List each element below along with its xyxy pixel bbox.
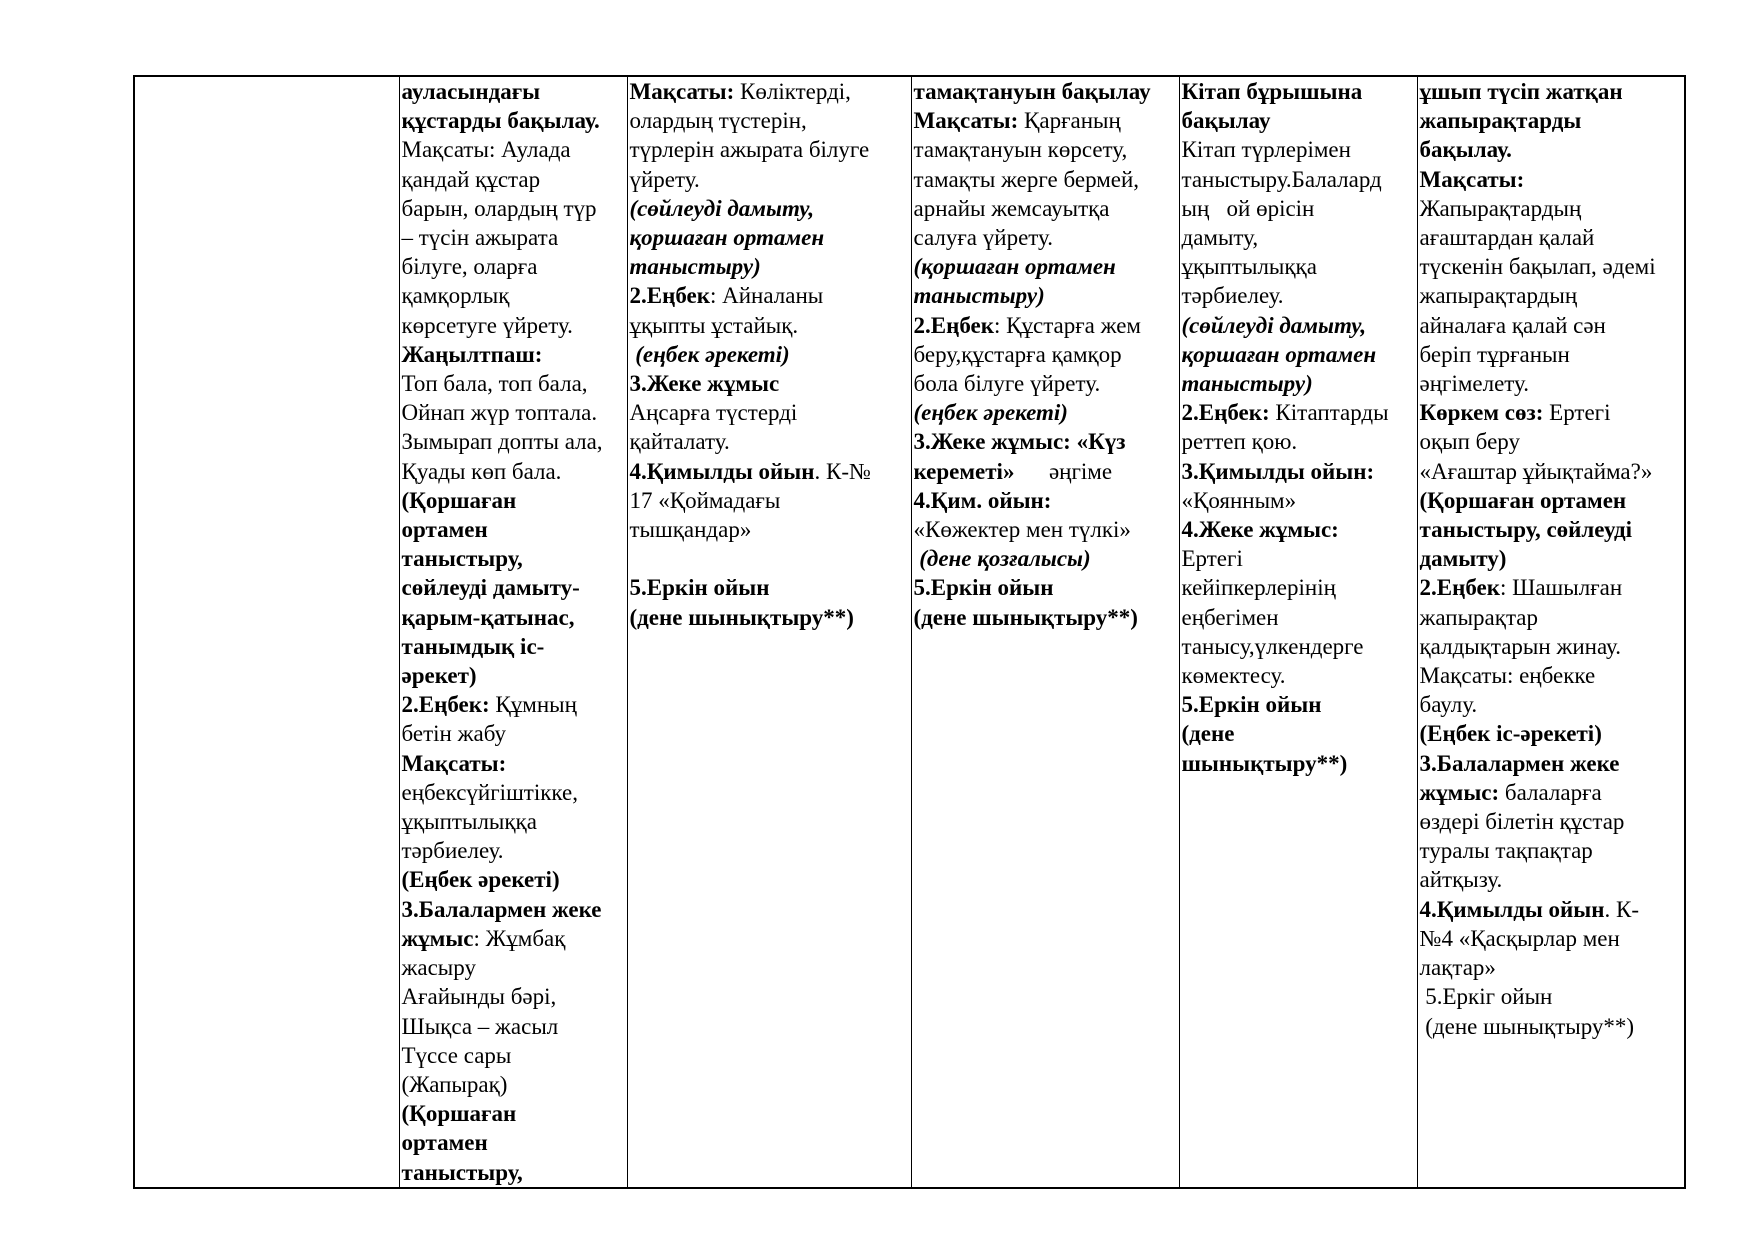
- cell-text-line: [1420, 77, 1685, 106]
- text-run: (еңбек әрекеті): [629, 341, 790, 367]
- text-run: – түсін ажырата: [401, 225, 559, 251]
- table-cell-courtyard-birds: [399, 76, 627, 1188]
- cell-text-line: [630, 340, 911, 369]
- text-run: Қуады көп бала.: [401, 458, 562, 484]
- text-run: 3.Балалармен жеке: [401, 896, 602, 922]
- cell-text-line: [1182, 281, 1417, 310]
- text-run: үйрету.: [629, 166, 700, 192]
- cell-text-line: [914, 77, 1179, 106]
- text-run: жапырақтарды: [1419, 108, 1582, 134]
- cell-text-line: [630, 223, 911, 252]
- cell-text-line: [630, 486, 911, 515]
- text-run: Мақсаты:: [1419, 166, 1525, 192]
- text-run: жасыру: [401, 955, 476, 981]
- text-run: салуға үйрету.: [913, 225, 1053, 251]
- cell-text-line: [1420, 369, 1685, 398]
- text-run: бақылау.: [1419, 137, 1512, 163]
- cell-text-line: [914, 369, 1179, 398]
- plan-table: [133, 75, 1686, 1189]
- text-run: Аңсарға түстерді: [629, 400, 798, 426]
- cell-text-line: [630, 311, 911, 340]
- cell-text-line: [630, 427, 911, 456]
- text-run: : Құстарға жем: [994, 312, 1141, 338]
- text-run: бола білуге үйрету.: [913, 371, 1101, 397]
- cell-text-line: [1420, 457, 1685, 486]
- cell-text-line: [402, 194, 627, 223]
- cell-text-line: [402, 924, 627, 953]
- cell-text-line: [402, 1041, 627, 1070]
- cell-text-line: [1182, 135, 1417, 164]
- text-run: 4.Қимылды ойын: [629, 458, 815, 484]
- text-run: еңбексүйгіштікке,: [401, 779, 578, 805]
- text-run: балаларға: [1499, 779, 1602, 805]
- cell-text-line: [630, 603, 911, 632]
- text-run: : Жұмбақ: [473, 925, 566, 951]
- cell-text-line: [1420, 515, 1685, 544]
- text-run: тәрбиелеу.: [401, 838, 504, 864]
- cell-text-line: [1420, 106, 1685, 135]
- cell-text-line: [402, 1158, 627, 1187]
- cell-text-line: [630, 165, 911, 194]
- text-run: (Еңбек іс-әрекеті): [1419, 721, 1602, 747]
- cell-text-line: [402, 895, 627, 924]
- cell-text-line: [630, 544, 911, 573]
- text-run: тамақты жерге бермей,: [913, 166, 1140, 192]
- text-run: лақтар»: [1419, 955, 1496, 981]
- text-run: кейіпкерлерінің: [1181, 575, 1336, 601]
- cell-text-line: [630, 135, 911, 164]
- cell-text-line: [1420, 573, 1685, 602]
- cell-text-line: [1182, 515, 1417, 544]
- cell-text-line: [914, 194, 1179, 223]
- cell-text-line: [402, 603, 627, 632]
- text-run: сөйлеуді дамыту-: [401, 575, 580, 601]
- text-run: әңгіме: [1014, 458, 1113, 484]
- cell-text-line: [402, 778, 627, 807]
- text-run: тышқандар»: [629, 517, 752, 543]
- cell-text-line: [1182, 661, 1417, 690]
- cell-text-line: [402, 486, 627, 515]
- text-run: Мақсаты: Аулада: [401, 137, 571, 163]
- cell-text-line: [1420, 632, 1685, 661]
- text-run: айтқызу.: [1419, 867, 1503, 893]
- cell-text-line: [1420, 1012, 1685, 1041]
- text-run: (дене шынықтыру**): [1419, 1013, 1635, 1039]
- cell-text-line: [914, 603, 1179, 632]
- text-run: Шықса – жасыл: [401, 1013, 559, 1039]
- text-run: . К-: [1604, 896, 1640, 922]
- text-run: таныстыру): [629, 254, 761, 280]
- cell-text-line: [1420, 807, 1685, 836]
- cell-text-line: [914, 544, 1179, 573]
- text-run: таныстыру): [1181, 371, 1313, 397]
- text-run: реттеп қою.: [1181, 429, 1298, 455]
- text-run: қарым-қатынас,: [401, 604, 575, 630]
- text-run: «Көжектер мен түлкі»: [913, 517, 1131, 543]
- cell-text-line: [402, 690, 627, 719]
- cell-text-line: [914, 427, 1179, 456]
- cell-text-line: [1420, 311, 1685, 340]
- text-run: (Еңбек әрекеті): [401, 867, 560, 893]
- text-run: қоршаған ортамен: [1181, 341, 1377, 367]
- cell-text-line: [402, 836, 627, 865]
- cell-text-line: [1420, 398, 1685, 427]
- table-cell-vehicles: [627, 76, 911, 1188]
- cell-text-line: [402, 1128, 627, 1157]
- text-run: айналаға қалай сән: [1419, 312, 1606, 338]
- text-run: баулу.: [1419, 692, 1478, 718]
- text-run: таныстыру,: [401, 546, 523, 572]
- cell-text-line: [1420, 953, 1685, 982]
- text-run: 4.Қим. ойын:: [913, 487, 1052, 513]
- text-run: танысу,үлкендерге: [1181, 633, 1364, 659]
- text-run: (қоршаған ортамен: [913, 254, 1116, 280]
- text-run: қайталату.: [629, 429, 730, 455]
- cell-text-line: [402, 223, 627, 252]
- cell-text-line: [1182, 340, 1417, 369]
- table-cell-book-corner: [1179, 76, 1417, 1188]
- cell-text-line: [914, 340, 1179, 369]
- cell-text-line: [402, 865, 627, 894]
- cell-text-line: [402, 311, 627, 340]
- text-run: «Қоянным»: [1181, 487, 1297, 513]
- text-run: 3.Жеке жұмыс: «Күз: [913, 429, 1126, 455]
- text-run: : Айналаны: [710, 283, 824, 309]
- text-run: Зымырап допты ала,: [401, 429, 603, 455]
- cell-text-line: [1420, 982, 1685, 1011]
- text-run: [630, 546, 636, 571]
- cell-text-line: [402, 281, 627, 310]
- cell-text-line: [402, 1070, 627, 1099]
- text-run: таныстыру, сөйлеуді: [1419, 517, 1633, 543]
- text-run: қалдықтарын жинау.: [1419, 633, 1621, 659]
- text-run: білуге, оларға: [401, 254, 538, 280]
- text-run: 2.Еңбек:: [401, 692, 490, 718]
- text-run: тәрбиелеу.: [1181, 283, 1284, 309]
- cell-text-line: [402, 398, 627, 427]
- text-run: 5.Еркіг ойын: [1419, 984, 1553, 1010]
- text-run: (Қоршаған: [401, 487, 517, 513]
- cell-text-line: [914, 398, 1179, 427]
- text-run: дамыту): [1419, 546, 1507, 572]
- text-run: (Жапырақ): [401, 1071, 508, 1097]
- text-run: барын, олардың түр: [401, 195, 597, 221]
- cell-text-line: [1420, 749, 1685, 778]
- cell-text-line: [1420, 603, 1685, 632]
- cell-text-line: [1420, 194, 1685, 223]
- text-run: 5.Еркін ойын: [913, 575, 1054, 601]
- text-run: Ертегі: [1543, 400, 1611, 426]
- text-run: Мақсаты:: [401, 750, 507, 776]
- text-run: ұқыпты ұстайық.: [629, 312, 799, 338]
- cell-text-line: [1420, 836, 1685, 865]
- text-run: (еңбек әрекеті): [913, 400, 1068, 426]
- text-run: Көркем сөз:: [1419, 400, 1544, 426]
- text-run: (дене шынықтыру**): [913, 604, 1138, 630]
- cell-text-line: [914, 252, 1179, 281]
- text-run: ортамен: [401, 1130, 488, 1156]
- cell-text-line: [402, 165, 627, 194]
- table-row: [134, 76, 1685, 1188]
- cell-text-line: [402, 340, 627, 369]
- table-cell-falling-leaves: [1417, 76, 1685, 1188]
- cell-text-line: [1182, 311, 1417, 340]
- cell-text-line: [1420, 281, 1685, 310]
- cell-text-line: [630, 281, 911, 310]
- text-run: (дене шынықтыру**): [629, 604, 854, 630]
- cell-text-line: [1182, 719, 1417, 748]
- text-run: Түссе сары: [401, 1042, 512, 1068]
- text-run: 2.Еңбек: [629, 283, 710, 309]
- text-run: Қарғаның: [1018, 108, 1121, 134]
- cell-text-line: [402, 1012, 627, 1041]
- text-run: Жапырақтардың: [1419, 195, 1582, 221]
- text-run: 2.Еңбек:: [1181, 400, 1270, 426]
- cell-text-line: [630, 398, 911, 427]
- text-run: олардың түстерін,: [629, 108, 807, 134]
- text-run: Құмның: [489, 692, 577, 718]
- cell-text-line: [630, 457, 911, 486]
- cell-text-line: [402, 135, 627, 164]
- cell-text-line: [914, 281, 1179, 310]
- cell-text-line: [914, 223, 1179, 252]
- text-run: (Қоршаған ортамен: [1419, 487, 1627, 513]
- cell-text-line: [1420, 661, 1685, 690]
- text-run: №4 «Қасқырлар мен: [1419, 925, 1620, 951]
- text-run: ұқыптылыққа: [1181, 254, 1317, 280]
- text-run: әрекет): [401, 663, 477, 689]
- text-run: Топ бала, топ бала,: [401, 371, 588, 397]
- text-run: бетін жабу: [401, 721, 507, 747]
- text-run: 5.Еркін ойын: [1181, 692, 1322, 718]
- text-run: арнайы жемсауытқа: [913, 195, 1110, 221]
- cell-text-line: [402, 719, 627, 748]
- cell-text-line: [1420, 544, 1685, 573]
- cell-text-line: [1182, 223, 1417, 252]
- text-run: Кітаптарды: [1269, 400, 1389, 426]
- cell-text-line: [1182, 194, 1417, 223]
- text-run: Кітап түрлерімен: [1181, 137, 1351, 163]
- text-run: ұшып түсіп жатқан: [1419, 79, 1623, 104]
- cell-text-line: [630, 369, 911, 398]
- text-run: таныстыру.Балалард: [1181, 166, 1382, 192]
- text-run: ағаштардан қалай: [1419, 225, 1595, 251]
- cell-text-line: [1182, 252, 1417, 281]
- cell-text-line: [402, 427, 627, 456]
- text-run: дамыту,: [1181, 225, 1259, 251]
- cell-text-line: [402, 515, 627, 544]
- text-run: қандай құстар: [401, 166, 541, 192]
- cell-text-line: [402, 632, 627, 661]
- text-run: Ағайынды бәрі,: [401, 984, 557, 1010]
- text-run: «Ағаштар ұйықтайма?»: [1419, 458, 1653, 484]
- cell-text-line: [630, 252, 911, 281]
- cell-text-line: [1420, 690, 1685, 719]
- cell-text-line: [1182, 427, 1417, 456]
- text-run: оқып беру: [1419, 429, 1520, 455]
- cell-text-line: [1182, 486, 1417, 515]
- cell-text-line: [402, 544, 627, 573]
- text-run: әңгімелету.: [1419, 371, 1529, 397]
- cell-text-line: [1182, 573, 1417, 602]
- text-run: Көліктерді,: [734, 79, 851, 104]
- text-run: жұмыс: [401, 925, 474, 951]
- cell-text-line: [1182, 544, 1417, 573]
- cell-text-line: [1420, 165, 1685, 194]
- text-run: танымдық іс-: [401, 633, 545, 659]
- text-run: Ойнап жүр топтала.: [401, 400, 598, 426]
- text-run: : Шашылған: [1500, 575, 1623, 601]
- cell-text-line: [1420, 135, 1685, 164]
- text-run: (дене қозғалысы): [913, 546, 1091, 572]
- text-run: таныстыру,: [401, 1159, 523, 1185]
- cell-text-line: [1420, 252, 1685, 281]
- text-run: 17 «Қоймадағы: [629, 487, 781, 513]
- text-run: Ертегі: [1181, 546, 1243, 572]
- text-run: құстарды бақылау.: [401, 108, 600, 134]
- text-run: 4.Жеке жұмыс:: [1181, 517, 1339, 543]
- cell-text-line: [1182, 77, 1417, 106]
- text-run: (сөйлеуді дамыту,: [629, 195, 815, 221]
- cell-text-line: [402, 1099, 627, 1128]
- text-run: Мақсаты: еңбекке: [1419, 663, 1596, 689]
- cell-text-line: [402, 252, 627, 281]
- text-run: 2.Еңбек: [1419, 575, 1500, 601]
- text-run: ауласындағы: [401, 79, 541, 104]
- text-run: Мақсаты:: [629, 79, 735, 104]
- cell-text-line: [630, 106, 911, 135]
- cell-text-line: [1182, 749, 1417, 778]
- text-run: кереметі»: [913, 458, 1015, 484]
- cell-text-line: [630, 194, 911, 223]
- text-run: (дене: [1181, 721, 1235, 747]
- cell-text-line: [402, 749, 627, 778]
- cell-text-line: [1420, 223, 1685, 252]
- cell-text-line: [402, 661, 627, 690]
- cell-text-line: [914, 515, 1179, 544]
- text-run: қамқорлық: [401, 283, 510, 309]
- cell-text-line: [402, 982, 627, 1011]
- text-run: (Қоршаған: [401, 1101, 517, 1127]
- text-run: туралы тақпақтар: [1419, 838, 1593, 864]
- cell-text-line: [1420, 427, 1685, 456]
- text-run: Кітап бұрышына: [1181, 79, 1363, 104]
- text-run: тамақтануын бақылау: [913, 79, 1151, 104]
- cell-text-line: [1182, 398, 1417, 427]
- cell-text-line: [914, 311, 1179, 340]
- cell-text-line: [1420, 865, 1685, 894]
- cell-text-line: [1420, 719, 1685, 748]
- text-run: 3.Жеке жұмыс: [629, 371, 780, 397]
- cell-text-line: [1420, 895, 1685, 924]
- cell-text-line: [1182, 106, 1417, 135]
- cell-text-line: [1182, 457, 1417, 486]
- text-run: 2.Еңбек: [913, 312, 994, 338]
- cell-text-line: [1420, 486, 1685, 515]
- text-run: жапырақтар: [1419, 604, 1538, 630]
- cell-text-line: [914, 135, 1179, 164]
- text-run: еңбегімен: [1181, 604, 1279, 630]
- cell-text-line: [402, 77, 627, 106]
- cell-text-line: [914, 486, 1179, 515]
- cell-text-line: [1182, 690, 1417, 719]
- text-run: жапырақтардың: [1419, 283, 1578, 309]
- text-run: жұмыс:: [1419, 779, 1500, 805]
- cell-text-line: [402, 573, 627, 602]
- text-run: Мақсаты:: [913, 108, 1019, 134]
- text-run: 3.Балалармен жеке: [1419, 750, 1620, 776]
- cell-text-line: [1420, 778, 1685, 807]
- cell-text-line: [1182, 603, 1417, 632]
- cell-text-line: [630, 77, 911, 106]
- text-run: көмектесу.: [1181, 663, 1286, 689]
- cell-text-line: [402, 457, 627, 486]
- text-run: 5.Еркін ойын: [629, 575, 770, 601]
- cell-text-line: [402, 953, 627, 982]
- text-run: шынықтыру**): [1181, 750, 1348, 776]
- cell-text-line: [402, 369, 627, 398]
- cell-text-line: [402, 807, 627, 836]
- text-run: 4.Қимылды ойын: [1419, 896, 1605, 922]
- text-run: ортамен: [401, 517, 488, 543]
- cell-text-line: [630, 573, 911, 602]
- cell-text-line: [914, 573, 1179, 602]
- cell-text-line: [1182, 165, 1417, 194]
- text-run: бақылау: [1181, 108, 1271, 134]
- table-cell-crow-feeding: [911, 76, 1179, 1188]
- text-run: тамақтануын көрсету,: [913, 137, 1128, 163]
- table-cell-empty: [134, 76, 399, 1188]
- cell-text-line: [1420, 924, 1685, 953]
- cell-text-line: [1182, 632, 1417, 661]
- text-run: . К-№: [814, 458, 871, 484]
- cell-text-line: [1420, 340, 1685, 369]
- text-run: беріп тұрғанын: [1419, 341, 1570, 367]
- text-run: таныстыру): [913, 283, 1045, 309]
- cell-text-line: [914, 165, 1179, 194]
- text-run: түрлерін ажырата білуге: [629, 137, 870, 163]
- cell-text-line: [402, 106, 627, 135]
- text-run: беру,құстарға қамқор: [913, 341, 1122, 367]
- text-run: ың ой өрісін: [1181, 195, 1315, 221]
- text-run: Жаңылтпаш:: [401, 341, 543, 367]
- text-run: қоршаған ортамен: [629, 225, 825, 251]
- text-run: 3.Қимылды ойын:: [1181, 458, 1375, 484]
- cell-text-line: [630, 515, 911, 544]
- cell-text-line: [914, 106, 1179, 135]
- text-run: көрсетуге үйрету.: [401, 312, 573, 338]
- cell-text-line: [1182, 369, 1417, 398]
- text-run: түскенін бақылап, әдемі: [1419, 254, 1656, 280]
- cell-text-line: [914, 457, 1179, 486]
- text-run: өздері білетін құстар: [1419, 809, 1625, 835]
- text-run: ұқыптылыққа: [401, 809, 537, 835]
- text-run: (сөйлеуді дамыту,: [1181, 312, 1367, 338]
